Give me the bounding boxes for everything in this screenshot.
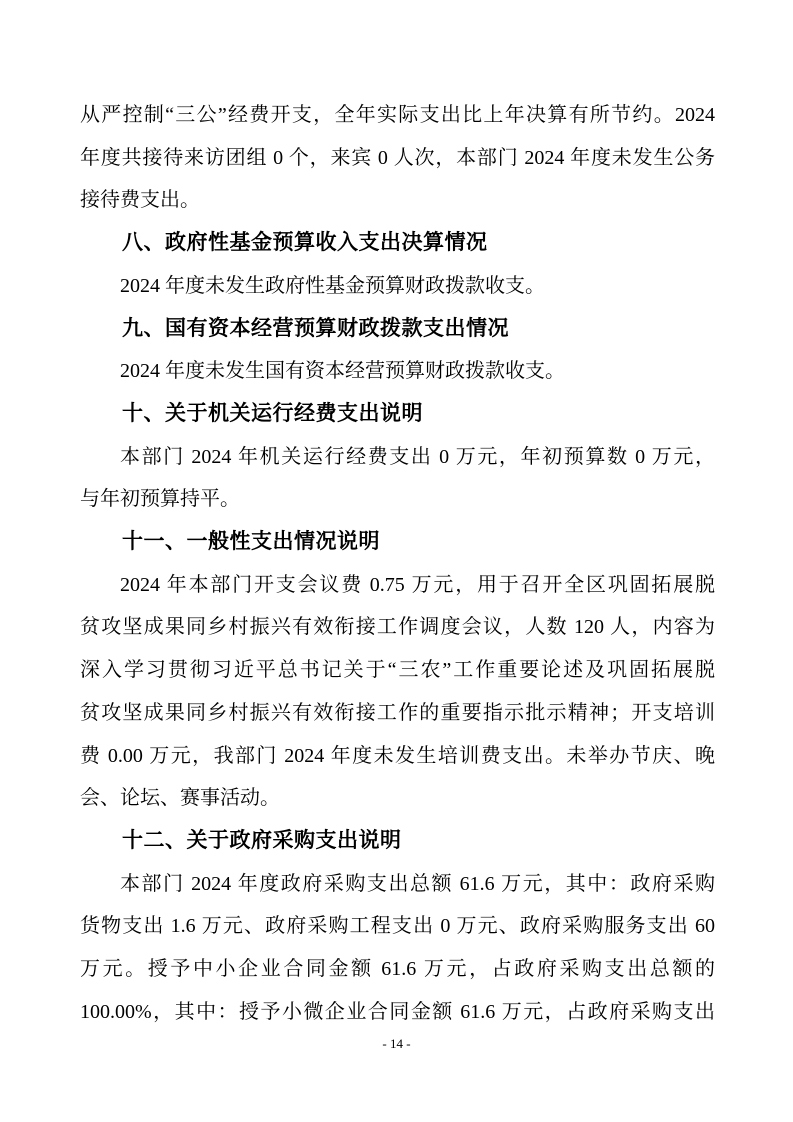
- text-line: 年度共接待来访团组 0 个，来宾 0 人次，本部门 2024 年度未发生公务: [80, 146, 715, 169]
- section-xi-general-expenditure: [80, 521, 715, 820]
- document-body: [80, 94, 715, 1033]
- text-line: 从严控制“三公”经费开支，全年实际支出比上年决算有所节约。2024: [80, 104, 715, 126]
- section-xi-heading: 十一、一般性支出情况说明: [122, 530, 380, 554]
- text-line: 万元。授予中小企业合同金额 61.6 万元，占政府采购支出总额的: [80, 958, 715, 981]
- text-line: 2024 年度未发生国有资本经营预算财政拨款收支。: [120, 360, 565, 383]
- section-viii-heading: 八、政府性基金预算收入支出决算情况: [122, 231, 488, 255]
- section-xii-heading: 十二、关于政府采购支出说明: [122, 828, 402, 852]
- text-line: 与年初预算持平。: [80, 488, 240, 511]
- text-line: 会、论坛、赛事活动。: [80, 787, 280, 810]
- section-ix-state-capital: [80, 308, 715, 393]
- text-line: 深入学习贯彻习近平总书记关于“三农”工作重要论述及巩固拓展脱: [80, 659, 715, 682]
- section-ix-heading: 九、国有资本经营预算财政拨款支出情况: [122, 316, 509, 340]
- section-x-heading: 十、关于机关运行经费支出说明: [122, 401, 423, 425]
- text-line: 2024 年度未发生政府性基金预算财政拨款收支。: [120, 274, 545, 297]
- paragraph-continuation: [80, 94, 715, 222]
- text-line: 本部门 2024 年度政府采购支出总额 61.6 万元，其中：政府采购: [120, 872, 715, 895]
- text-line: 本部门 2024 年机关运行经费支出 0 万元，年初预算数 0 万元，: [120, 445, 715, 468]
- text-line: 100.00%，其中：授予小微企业合同金额 61.6 万元，占政府采购支出: [80, 1000, 715, 1023]
- section-viii-government-funds: [80, 222, 715, 307]
- text-line: 接待费支出。: [80, 189, 200, 212]
- section-x-operating-expenses: [80, 393, 715, 521]
- text-line: 贫攻坚成果同乡村振兴有效衔接工作的重要指示批示精神；开支培训: [80, 701, 715, 724]
- text-line: 2024 年本部门开支会议费 0.75 万元，用于召开全区巩固拓展脱: [120, 573, 715, 596]
- page-number: - 14 -: [382, 1036, 411, 1051]
- text-line: 贫攻坚成果同乡村振兴有效衔接工作调度会议，人数 120 人，内容为: [80, 616, 715, 639]
- text-line: 货物支出 1.6 万元、政府采购工程支出 0 万元、政府采购服务支出 60: [80, 915, 715, 938]
- section-xii-government-procurement: [80, 820, 715, 1034]
- text-line: 费 0.00 万元，我部门 2024 年度未发生培训费支出。未举办节庆、晚: [80, 744, 715, 767]
